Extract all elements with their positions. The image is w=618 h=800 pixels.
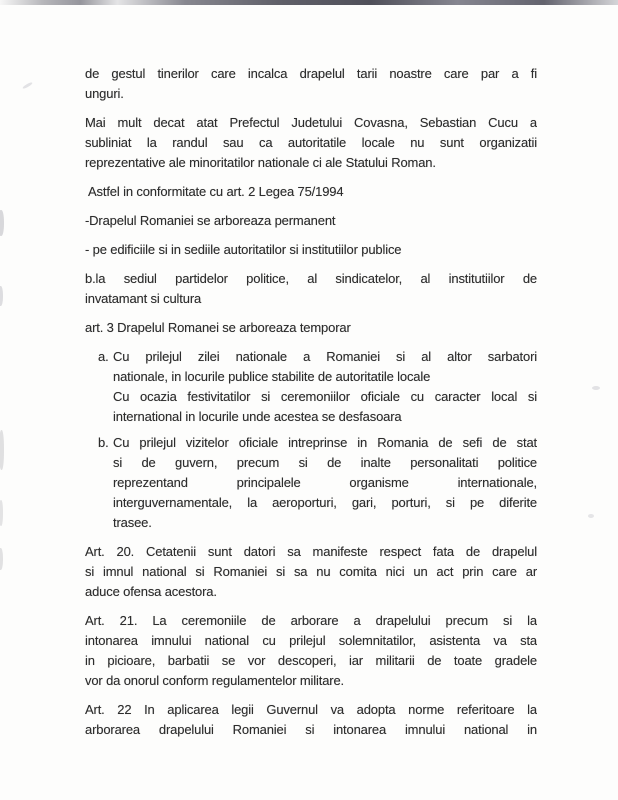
text-line: Cu ocazia festivitatilor si ceremoniilor oficiale cu caracter local si [113, 389, 537, 404]
text-line: in picioare, barbatii se vor descoperi, iar militarii de toate gradele [85, 653, 537, 668]
paragraph-art-21 [85, 611, 537, 691]
list-item-body [113, 347, 537, 427]
scan-artifact [0, 210, 4, 236]
paragraph-art-3 [85, 318, 537, 338]
scan-artifact [592, 386, 600, 390]
text-line: Cu prilejul zilei nationale a Romaniei si al altor sarbatori [113, 349, 537, 364]
text-line: reprezentative ale minoritatilor nationale ci ale Statului Roman. [85, 155, 436, 170]
scan-edge-artifact [0, 0, 618, 5]
text-line: de gestul tinerilor care incalca drapelul tarii noastre care par a fi [85, 66, 537, 81]
scan-artifact [0, 548, 3, 570]
paragraph-edificii [85, 240, 537, 260]
paragraph-intro-unguri [85, 64, 537, 104]
list-marker: b. [98, 435, 109, 450]
paragraph-prefect-covasna [85, 113, 537, 173]
scan-artifact [0, 430, 4, 470]
text-line: Art. 21. La ceremoniile de arborare a drapelului precum si la [85, 613, 537, 628]
lettered-list [85, 347, 537, 533]
list-marker: a. [98, 349, 109, 364]
text-line: subliniat la randul sau ca autoritatile locale nu sunt organizatii [85, 135, 537, 150]
text-line: -Drapelul Romaniei se arboreaza permanent [85, 213, 336, 228]
document-content [85, 64, 537, 749]
text-line: Astfel in conformitate cu art. 2 Legea 75/1994 [88, 184, 344, 199]
text-line: aduce ofensa acestora. [85, 584, 217, 599]
text-line: b.la sediul partidelor politice, al sindicatelor, al institutiilor de [85, 271, 537, 286]
text-line: international in locurile unde acestea se desfasoara [113, 409, 402, 424]
list-item-body [113, 433, 537, 533]
text-line: Art. 22 In aplicarea legii Guvernul va adopta norme referitoare la [85, 702, 537, 717]
text-line: invatamant si cultura [85, 291, 202, 306]
text-line: si imnul national si Romaniei si sa nu comita nici un act prin care ar [85, 564, 537, 579]
list-item-a [98, 347, 537, 427]
text-line: art. 3 Drapelul Romanei se arboreaza temporar [85, 320, 351, 335]
scan-artifact [0, 500, 3, 526]
text-line: - pe edificiile si in sediile autoritatilor si institutiilor publice [85, 242, 402, 257]
text-line: si de guvern, precum si de inalte personalitati politice [113, 455, 537, 470]
text-line: trasee. [113, 515, 152, 530]
scan-artifact [588, 514, 594, 518]
text-line: intonarea imnului national cu prilejul solemnitatilor, asistenta va sta [85, 633, 537, 648]
text-line: arborarea drapelului Romaniei si intonarea imnului national in [85, 722, 537, 737]
paragraph-legea-75-1994 [85, 182, 537, 202]
text-line: Art. 20. Cetatenii sunt datori sa manifeste respect fata de drapelul [85, 544, 537, 559]
text-line: Mai mult decat atat Prefectul Judetului Covasna, Sebastian Cucu a [85, 115, 537, 130]
text-line: reprezentand principalele organisme internationale, [113, 475, 537, 490]
list-item-b [98, 433, 537, 533]
paragraph-art-22 [85, 700, 537, 740]
scan-artifact [22, 81, 33, 89]
paragraph-arboreaza-permanent [85, 211, 537, 231]
scan-artifact [0, 286, 3, 306]
text-line: vor da onorul conform regulamentelor militare. [85, 673, 344, 688]
text-line: nationale, in locurile publice stabilite de autoritatile locale [113, 369, 431, 384]
paragraph-sedii-partide [85, 269, 537, 309]
paragraph-art-20 [85, 542, 537, 602]
text-line: Cu prilejul vizitelor oficiale intreprinse in Romania de sefi de stat [113, 435, 537, 450]
text-line: unguri. [85, 86, 124, 101]
text-line: interguvernamentale, la aeroporturi, gari, porturi, si pe diferite [113, 495, 537, 510]
